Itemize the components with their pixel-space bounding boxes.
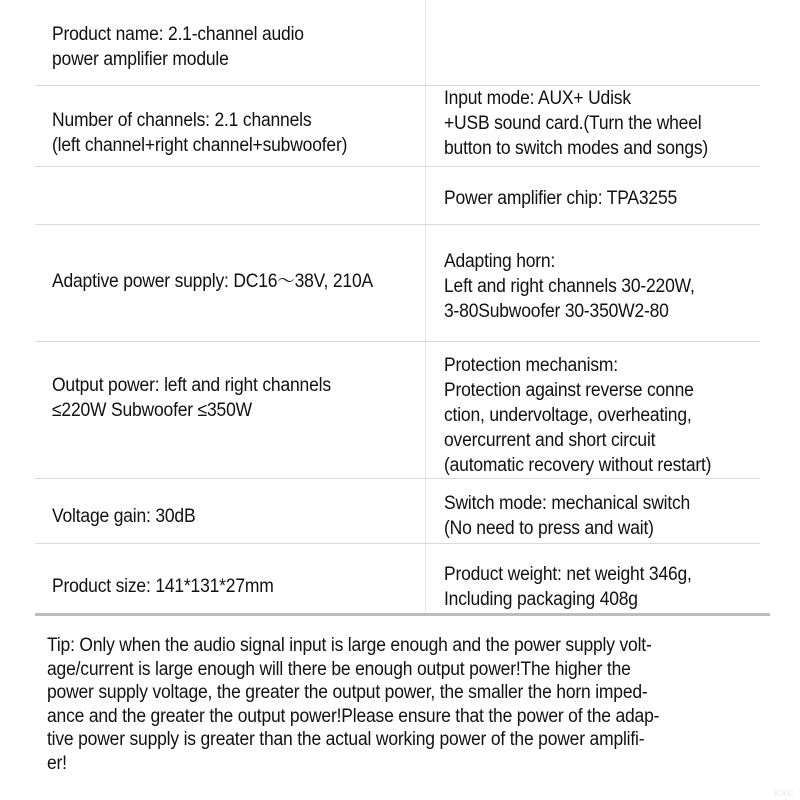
product-name-line-1: Product name: 2.1-channel audio [52, 24, 304, 45]
product-name-line-2: power amplifier module [52, 49, 229, 70]
protection-line-1: Protection mechanism: [444, 355, 618, 376]
voltage-gain-cell [52, 504, 195, 529]
watermark: K30C [773, 789, 794, 798]
input-mode-line-3: button to switch modes and songs) [444, 138, 709, 159]
product-size-cell [52, 574, 274, 599]
power-supply-cell [52, 269, 373, 294]
power-supply-line-1: Adaptive power supply: DC16～38V, 210A [52, 271, 373, 292]
protection-line-4: overcurrent and short circuit [444, 430, 656, 451]
table-center-divider [425, 0, 426, 612]
adapting-horn-line-3: 3-80Subwoofer 30-350W2-80 [444, 301, 669, 322]
output-power-line-1: Output power: left and right channels [52, 375, 331, 396]
input-mode-cell [444, 86, 708, 161]
adapting-horn-cell [444, 249, 695, 324]
row-divider [35, 166, 760, 167]
channels-line-2: (left channel+right channel+subwoofer) [52, 135, 348, 156]
row-divider [35, 341, 760, 342]
row-divider [35, 543, 760, 544]
product-weight-line-2: Including packaging 408g [444, 589, 638, 610]
product-size-line-1: Product size: 141*131*27mm [52, 576, 274, 597]
adapting-horn-line-1: Adapting horn: [444, 251, 556, 272]
product-name-cell [52, 22, 304, 72]
channels-cell [52, 108, 347, 158]
switch-mode-cell [444, 491, 690, 541]
product-weight-line-1: Product weight: net weight 346g, [444, 564, 692, 585]
row-divider [35, 478, 760, 479]
tip-paragraph [47, 634, 728, 775]
switch-mode-line-1: Switch mode: mechanical switch [444, 493, 691, 514]
channels-line-1: Number of channels: 2.1 channels [52, 110, 312, 131]
tip-line: age/current is large enough will there be enough output power!The higher the [47, 658, 631, 680]
tip-line: ance and the greater the output power!Please ensure that the power of the adap- [47, 705, 660, 727]
output-power-cell [52, 373, 331, 423]
tip-line: er! [47, 752, 67, 774]
switch-mode-line-2: (No need to press and wait) [444, 518, 654, 539]
input-mode-line-2: +USB sound card.(Turn the wheel [444, 113, 702, 134]
protection-line-2: Protection against reverse conne [444, 380, 694, 401]
tip-line: power supply voltage, the greater the output power, the smaller the horn imped- [47, 682, 648, 703]
output-power-line-2: ≤220W Subwoofer ≤350W [52, 400, 252, 421]
voltage-gain-line-1: Voltage gain: 30dB [52, 506, 196, 527]
adapting-horn-line-2: Left and right channels 30-220W, [444, 276, 695, 297]
row-divider [35, 224, 760, 225]
product-weight-cell [444, 562, 692, 612]
tip-line: Tip: Only when the audio signal input is large enough and the power supply volt- [47, 635, 652, 656]
protection-line-3: ction, undervoltage, overheating, [444, 405, 692, 426]
protection-line-5: (automatic recovery without restart) [444, 455, 712, 476]
amp-chip-cell [444, 186, 677, 211]
table-bottom-border [35, 613, 770, 616]
tip-line: tive power supply is greater than the actual working power of the power amplifi- [47, 729, 645, 750]
input-mode-line-1: Input mode: AUX+ Udisk [444, 88, 631, 109]
amp-chip-line-1: Power amplifier chip: TPA3255 [444, 188, 678, 209]
protection-cell [444, 353, 711, 478]
